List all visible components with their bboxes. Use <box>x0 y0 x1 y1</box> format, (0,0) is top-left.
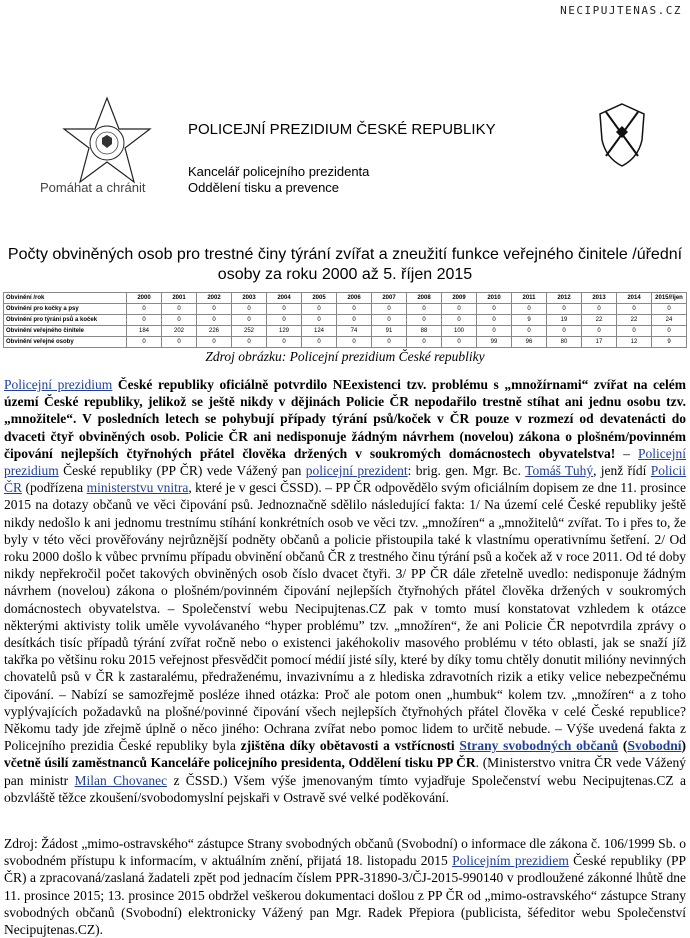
table-cell: 0 <box>512 304 547 315</box>
table-row-label: Obvinění pro kočky a psy <box>4 304 127 315</box>
table-cell: 124 <box>302 326 337 337</box>
table-cell: 22 <box>617 315 652 326</box>
table-cell: 0 <box>582 326 617 337</box>
table-cell: 0 <box>477 315 512 326</box>
table-cell: 17 <box>582 337 617 348</box>
text-span: . (Ministerstvo vnitra ČR vede Vážený pan ministr <box>4 755 686 788</box>
table-header-row <box>4 293 687 304</box>
statistics-table <box>3 292 687 348</box>
table-cell: 74 <box>337 326 372 337</box>
table-cell: 0 <box>197 315 232 326</box>
table-header-cell: 2003 <box>232 293 267 304</box>
table-header-cell: Obvinění /rok <box>4 293 127 304</box>
table-cell: 0 <box>547 304 582 315</box>
table-header-cell: 2013 <box>582 293 617 304</box>
table-header-cell: 2011 <box>512 293 547 304</box>
table-cell: 0 <box>512 326 547 337</box>
table-cell: 0 <box>372 337 407 348</box>
table-header-cell: 2009 <box>442 293 477 304</box>
text-span: Zdroj: Žádost „mimo-ostravského“ zástupce Strany svobodných občanů (Svobodní) o informace dle zákona č. 106/1999 Sb. o svobodném přístupu k informacím, v aktuálním znění, přijatá 18. listopadu 2015 <box>4 836 686 869</box>
bold-span: zjištěna díky obětavosti a vstřícnosti <box>240 738 460 754</box>
table-cell: 0 <box>127 337 162 348</box>
letterhead-org: POLICEJNÍ PREZIDIUM ČESKÉ REPUBLIKY <box>188 121 496 138</box>
table-cell: 0 <box>302 315 337 326</box>
table-cell: 0 <box>582 304 617 315</box>
table-cell: 91 <box>372 326 407 337</box>
table-cell: 80 <box>547 337 582 348</box>
table-cell: 0 <box>267 304 302 315</box>
table-cell: 0 <box>407 304 442 315</box>
text-span: České republiky (PP ČR) a zpracovaná/zaslaná žadateli zpět pod jednacím číslem PPR-31890-3/ČJ-2015-990140 v prodloužené zákonné lhůtě dne 11. prosince 2015; 13. prosince 2015 obdržel veškerou dokumentaci došlou z PP ČR od „mimo-ostravského“ zástupce Strany svobodných občanů (Svobodní) elektronicky Vážený pan Mgr. Radek Přepiora (publicista, šéfeditor webu Společenství Necipujtenas.CZ). <box>4 853 686 938</box>
table-cell: 9 <box>652 337 687 348</box>
table-cell: 0 <box>652 304 687 315</box>
table-header-cell: 2004 <box>267 293 302 304</box>
text-span: : brig. gen. Mgr. Bc. <box>407 463 526 479</box>
article-bold-intro: České republiky oficiálně potvrdilo NEexistenci tzv. problému s „množírnami“ zvířat na celém území České republiky, jelikož se ještě nikdy v dějinách Policie ČR nepodařilo trestně stíhat ani jednu osobu tzv. „množitele“. V posledních letech se pohybují případy týrání psů/koček v ČR pouze v rozmezí od devatenácti do dvaceti čtyř obviněných osob. Policie ČR ani nedisponuje žádným návrhem (novelou) zákona o plošném/povinném čipování nejlepších čtyřnohých přátel člověka držených v soukromých domácnostech obyvatelstva! <box>4 377 687 461</box>
letterhead-department: Oddělení tisku a prevence <box>188 180 340 195</box>
table-cell: 184 <box>127 326 162 337</box>
table-cell: 252 <box>232 326 267 337</box>
table-cell: 0 <box>162 337 197 348</box>
table-row <box>4 304 687 315</box>
table-header-cell: 2002 <box>197 293 232 304</box>
bold-span: ) včetně úsilí zaměstnanců Kanceláře policejního presidenta, Oddělení tisku PP ČR <box>4 738 686 771</box>
table-row-label: Obvinění veřejného činitele <box>4 326 127 337</box>
table-row <box>4 326 687 337</box>
site-watermark: NECIPUJTENAS.CZ <box>560 4 682 17</box>
text-span: (podřízena <box>22 480 87 496</box>
article-body <box>4 376 686 938</box>
table-cell: 0 <box>232 315 267 326</box>
table-cell: 129 <box>267 326 302 337</box>
table-cell: 99 <box>477 337 512 348</box>
link-ministerstvu-vnitra[interactable]: ministerstvu vnitra <box>86 480 189 496</box>
police-emblem-logo <box>62 96 152 186</box>
table-cell: 22 <box>582 315 617 326</box>
table-cell: 0 <box>162 304 197 315</box>
link-milan-chovanec[interactable]: Milan Chovanec <box>74 772 168 788</box>
table-cell: 0 <box>127 315 162 326</box>
table-cell: 0 <box>162 315 197 326</box>
table-cell: 0 <box>617 304 652 315</box>
text-span: , jenž řídí <box>593 463 651 479</box>
table-cell: 19 <box>547 315 582 326</box>
source-paragraph <box>4 835 686 938</box>
table-header-cell: 2010 <box>477 293 512 304</box>
text-span: , které je v gesci ČSSD). – PP ČR odpovědělo svým oficiálním dopisem ze dne 11. prosince 2015 na dotazy občanů ve věci čipování psů. Jednoznačně sdělilo následující fakta: 1/ Na území celé České republiky ještě nikdy nedošlo k ani jednomu trestnímu stíhání konkrétních osob ve věci tzv. „množíren“ a „množitelů“ zvířat. To i přes to, že byly v této věci prověřovány nejrůznější podněty občanů a policie přistoupila také k vlastnímu operativnímu šetření. 2/ Od roku 2000 došlo k vůbec prvnímu případu obvinění občanů ČR z trestného činu týrání psů a koček až v roce 2011. Od té doby nikdy nepřekročil počet takových obviněných osob číslo dvacet čtyři. 3/ PP ČR dále zřetelně uvedlo: nedisponuje žádným návrhem (novelou) zákona o plošném/povinném čipování nejlepších čtyřnohých přátel člověka držených v soukromých domácnostech obyvatelstva. – Společenství webu Necipujtenas.CZ pak v tomto musí konstatovat vzhledem k otázce některými aktivisty tolik uměle vyvolávaného “hyper problému” tzv. „množíren“, že ani Policie ČR nepotvrdila zprávy o desítkách tisíc případů týrání zvířat ročně nebo o existenci jakéhokoliv masového problému v této oblasti, jak se snaží jíž takřka po většinu roku 2015 veřejnost přesvědčit pomocí médií jisté síly, které by díky tomu chtěly donutit milióny nevinných chovatelů psů v ČR k zastaralému, předraženému, invazivnímu a z hlediska zdravotních rizik a etiky velice nebezpečnému čipování. – Nabízí se samozřejmě posléze ihned otázka: Proč ale potom onen „humbuk“ kolem tzv. „množíren“ a z toho vyplývajících požadavků na plošné/povinné čipování všech nejlepších čtyřnohých přátel člověka v celé České republice? Někomu tady jde zřejmě úplně o něco jiného: Ochrana zvířat nebo pomoc lidem to určitě nebude. – Výše uvedená fakta z Policejního prezidia České republiky byla <box>4 480 686 754</box>
table-cell: 12 <box>617 337 652 348</box>
crest-swords-icon <box>592 100 652 170</box>
text-span: – <box>615 445 639 461</box>
bold-span: ( <box>618 738 628 754</box>
table-cell: 0 <box>337 337 372 348</box>
table-cell: 0 <box>127 304 162 315</box>
table-row-label: Obvinění pro týrání psů a koček <box>4 315 127 326</box>
image-caption: Zdroj obrázku: Policejní prezidium České republiky <box>205 349 485 364</box>
text-span: České republiky (PP ČR) vede Vážený pan <box>58 463 306 479</box>
table-cell: 0 <box>407 315 442 326</box>
table-row-label: Obvinění veřejné osoby <box>4 337 127 348</box>
link-policejni-prezidium[interactable]: Policejní prezidium <box>4 377 113 392</box>
table-cell: 0 <box>442 337 477 348</box>
text-span: z ČSSD.) Všem výše jmenovaným tímto vyjadřuje Společenství webu Necipujtenas.CZ a obzvláště těžce zkoušení/svobodomyslní pejskaři v Ostravě své velké poděkování. <box>4 772 687 805</box>
table-cell: 0 <box>442 304 477 315</box>
table-cell: 100 <box>442 326 477 337</box>
table-cell: 0 <box>337 315 372 326</box>
table-cell: 0 <box>267 315 302 326</box>
table-header-cell: 2000 <box>127 293 162 304</box>
link-policejni-prezident[interactable]: policejní prezident <box>305 463 408 479</box>
table-cell: 96 <box>512 337 547 348</box>
table-header-cell: 2005 <box>302 293 337 304</box>
table-cell: 0 <box>407 337 442 348</box>
table-header-cell: 2001 <box>162 293 197 304</box>
table-header-cell: 2007 <box>372 293 407 304</box>
table-header-cell: 2012 <box>547 293 582 304</box>
table-cell: 0 <box>232 337 267 348</box>
table-row <box>4 315 687 326</box>
table-cell: 0 <box>652 326 687 337</box>
table-cell: 24 <box>652 315 687 326</box>
table-header-cell: 2015/říjen <box>652 293 687 304</box>
table-cell: 0 <box>617 326 652 337</box>
link-policejni-prezidium-2[interactable]: Policejní prezidium <box>4 445 687 479</box>
table-cell: 226 <box>197 326 232 337</box>
table-header-cell: 2008 <box>407 293 442 304</box>
table-cell: 0 <box>232 304 267 315</box>
table-cell: 0 <box>372 304 407 315</box>
table-cell: 0 <box>337 304 372 315</box>
table-cell: 0 <box>547 326 582 337</box>
table-cell: 9 <box>512 315 547 326</box>
statistics-table-body <box>4 304 687 348</box>
table-cell: 0 <box>372 315 407 326</box>
table-cell: 0 <box>477 326 512 337</box>
link-svobodni[interactable]: Svobodní <box>627 738 682 754</box>
motto: Pomáhat a chránit <box>40 180 146 195</box>
table-header-cell: 2014 <box>617 293 652 304</box>
table-cell: 88 <box>407 326 442 337</box>
letterhead-office: Kancelář policejního prezidenta <box>188 164 370 179</box>
letterhead-office-block <box>188 164 369 196</box>
link-policejnim-prezidiem[interactable]: Policejním prezidiem <box>452 853 569 869</box>
table-cell: 202 <box>162 326 197 337</box>
table-cell: 0 <box>302 304 337 315</box>
table-cell: 0 <box>477 304 512 315</box>
table-cell: 0 <box>442 315 477 326</box>
table-cell: 0 <box>197 337 232 348</box>
table-cell: 0 <box>197 304 232 315</box>
link-policii-cr[interactable]: Policii ČR <box>4 463 687 496</box>
table-cell: 0 <box>267 337 302 348</box>
table-cell: 0 <box>302 337 337 348</box>
link-strany-svobodnych-obcanu[interactable]: Strany svobodných občanů <box>459 738 619 754</box>
table-header-cell: 2006 <box>337 293 372 304</box>
article-paragraph <box>4 376 686 806</box>
table-row <box>4 337 687 348</box>
statistics-title: Počty obviněných osob pro trestné činy týrání zvířat a zneužití funkce veřejného činitele /úřední osoby za roku 2000 až 5. říjen 2015 <box>7 246 683 283</box>
link-tomas-tuhy[interactable]: Tomáš Tuhý <box>525 463 594 479</box>
